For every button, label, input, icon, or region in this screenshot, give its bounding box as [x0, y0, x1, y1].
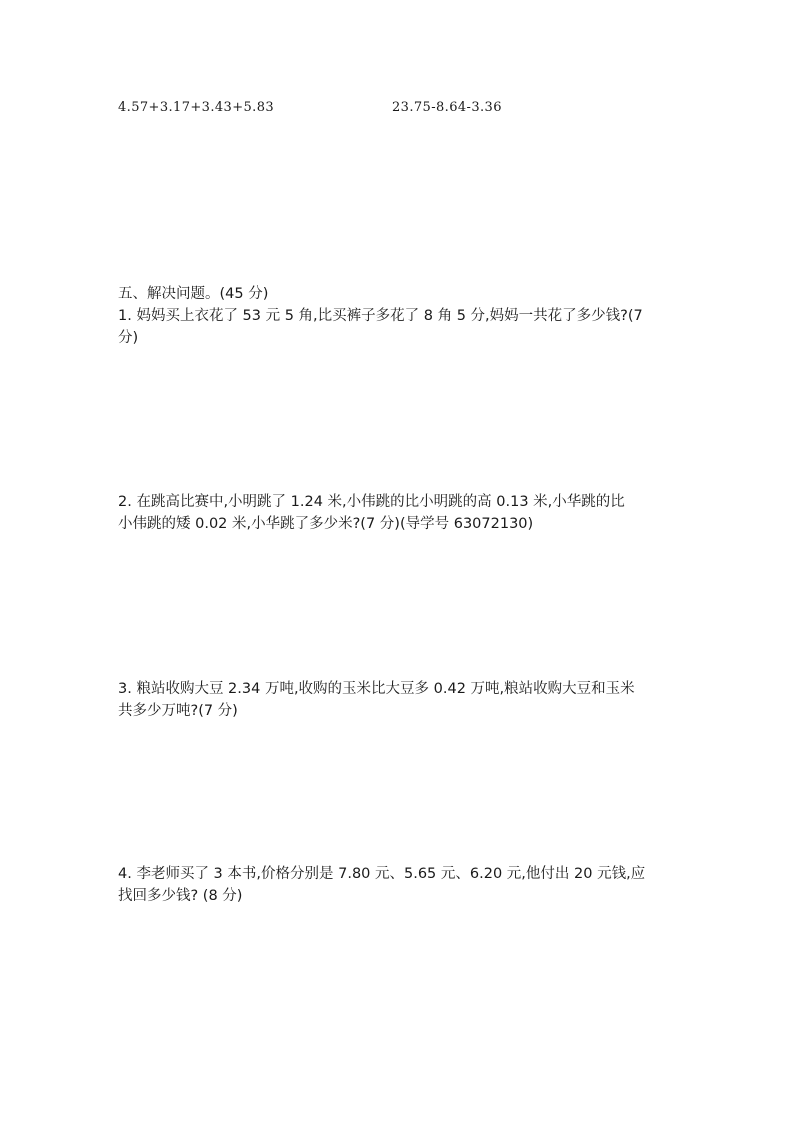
question-2-line-2: 小伟跳的矮 0.02 米,小华跳了多少米?(7 分)(导学号 63072130) — [118, 516, 534, 532]
section-title: 五、解决问题。(45 分) — [118, 286, 269, 302]
calculation-expression-b: 23.75-8.64-3.36 — [392, 100, 502, 115]
question-1-line-2: 分) — [118, 330, 139, 346]
calculation-expression-a: 4.57+3.17+3.43+5.83 — [118, 100, 275, 115]
question-3-line-1: 3. 粮站收购大豆 2.34 万吨,收购的玉米比大豆多 0.42 万吨,粮站收购大豆和玉米 — [118, 681, 635, 697]
question-3-line-2: 共多少万吨?(7 分) — [118, 703, 238, 719]
question-2-line-1: 2. 在跳高比赛中,小明跳了 1.24 米,小伟跳的比小明跳的高 0.13 米,小华跳的比 — [118, 494, 625, 510]
question-4-line-1: 4. 李老师买了 3 本书,价格分别是 7.80 元、5.65 元、6.20 元,他付出 20 元钱,应 — [118, 866, 646, 882]
question-4-line-2: 找回多少钱? (8 分) — [118, 888, 243, 904]
question-1-line-1: 1. 妈妈买上衣花了 53 元 5 角,比买裤子多花了 8 角 5 分,妈妈一共花了多少钱?(7 — [118, 308, 643, 324]
